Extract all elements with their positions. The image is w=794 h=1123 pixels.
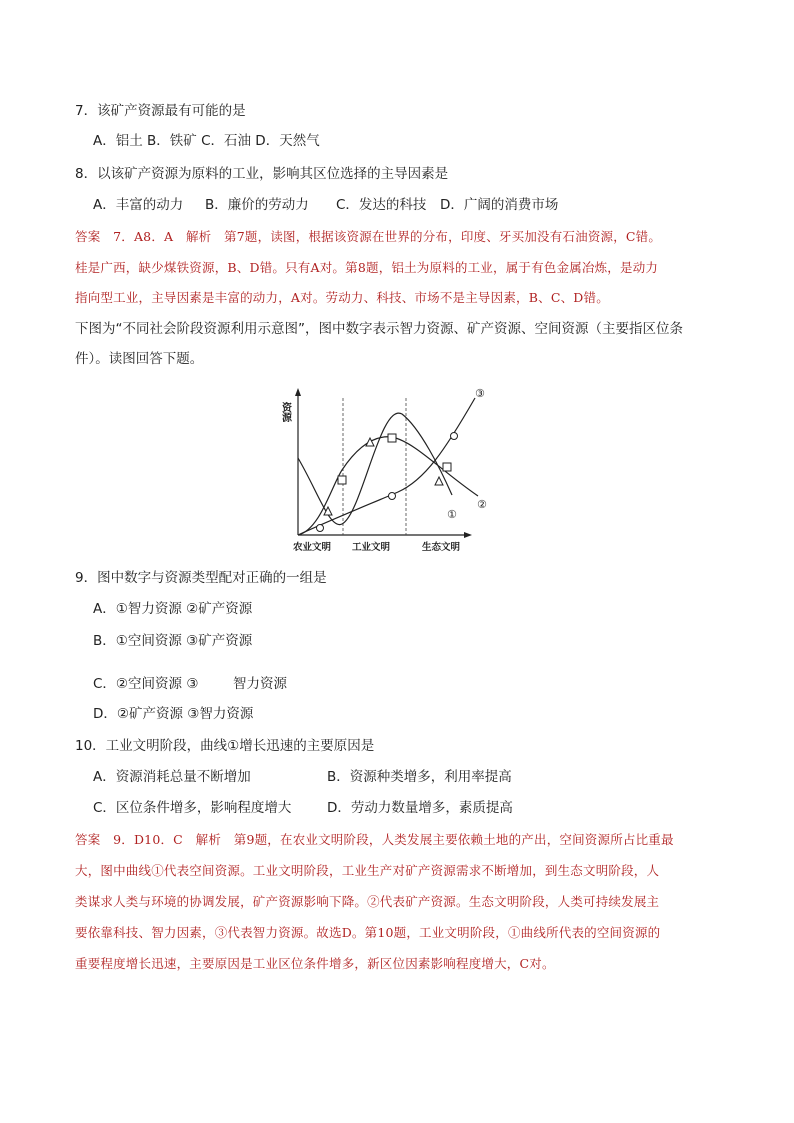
marker-triangle bbox=[435, 477, 443, 485]
answer2-text: 要依靠科技、智力因素， bbox=[75, 925, 215, 940]
answer2-text: 。生态文明阶段，人类可持续发展主 bbox=[456, 894, 660, 909]
q10-stem: 10．工业文明阶段，曲线①增长迅速的主要原因是 bbox=[75, 738, 375, 754]
answer2-text: 。故选D。第10题，工业文明阶段， bbox=[303, 925, 508, 940]
q8-stem: 8．以该矿产资源为原料的工业，影响其区位选择的主导因素是 bbox=[75, 166, 449, 182]
q9-option-b: B．①空间资源 ③矿产资源 bbox=[93, 633, 253, 649]
q7-stem: 7．该矿产资源最有可能的是 bbox=[75, 103, 246, 119]
q7-options: A．铝土 B．铁矿 C．石油 D．天然气 bbox=[93, 133, 320, 149]
answer1-line3: 指向型工业，主导因素是丰富的动力，A对。劳动力、科技、市场不是主导因素，B、C、D错。 bbox=[75, 290, 609, 305]
y-axis-arrow bbox=[295, 388, 301, 396]
q8-option-b: B．廉价的劳动力 bbox=[205, 197, 309, 213]
answer1-line2: 桂是广西，缺少煤铁资源，B、D错。只有A对。第8题，铝土为原料的工业，属于有色金属冶炼，是动力 bbox=[75, 260, 659, 275]
resource-use-diagram bbox=[280, 380, 510, 555]
q8-option-a: A．丰富的动力 bbox=[93, 197, 184, 213]
curve-label-1: ① bbox=[447, 508, 457, 521]
intro-line1: 下图为“不同社会阶段资源利用示意图”，图中数字表示智力资源、矿产资源、空间资源（主要指区位条 bbox=[75, 321, 683, 337]
answer2-line2 bbox=[75, 862, 659, 880]
answer2-line1: 答案 9．D10．C 解析 第9题，在农业文明阶段，人类发展主要依赖土地的产出，空间资源所占比重最 bbox=[75, 832, 674, 847]
stage-label-ecology: 生态文明 bbox=[422, 542, 461, 553]
answer2-line3 bbox=[75, 893, 659, 911]
marker-square bbox=[443, 463, 451, 471]
q10-option-b: B．资源种类增多，利用率提高 bbox=[327, 769, 512, 785]
answer2-highlight: ②代表矿产资源 bbox=[367, 894, 457, 909]
answer2-highlight: ①曲线所代表的空间资源的 bbox=[507, 925, 661, 940]
q9-option-c-part2: 智力资源 bbox=[233, 676, 287, 692]
q8-option-d: D．广阔的消费市场 bbox=[440, 197, 559, 213]
marker-square bbox=[388, 434, 396, 442]
marker-circle bbox=[451, 433, 458, 440]
q8-option-c: C．发达的科技 bbox=[336, 197, 427, 213]
stage-label-agriculture: 农业文明 bbox=[293, 542, 332, 553]
answer2-text: ，主要原因是工业区位条件增多，新区位因素影响程度增大，C对。 bbox=[176, 956, 555, 971]
q9-option-a: A．①智力资源 ②矿产资源 bbox=[93, 601, 253, 617]
answer2-highlight: 重要程度增长迅速 bbox=[75, 956, 177, 971]
stage-label-industry: 工业文明 bbox=[352, 542, 391, 553]
answer2-line5 bbox=[75, 955, 555, 973]
curve-label-2: ② bbox=[477, 498, 487, 511]
q10-option-d: D．劳动力数量增多，素质提高 bbox=[327, 800, 513, 816]
curve-label-3: ③ bbox=[475, 387, 485, 400]
q10-option-a: A．资源消耗总量不断增加 bbox=[93, 769, 251, 785]
marker-square bbox=[338, 476, 346, 484]
answer2-line4 bbox=[75, 924, 660, 942]
q10-option-c: C．区位条件增多，影响程度增大 bbox=[93, 800, 292, 816]
answer2-text: 。工业文明阶段，工业生产对矿产资源需求不断增加，到生态文明阶段，人 bbox=[240, 863, 660, 878]
marker-circle bbox=[389, 493, 396, 500]
q9-option-d: D．②矿产资源 ③智力资源 bbox=[93, 706, 254, 722]
curve-1 bbox=[298, 413, 452, 525]
answer2-text: 大，图中曲线 bbox=[75, 863, 152, 878]
x-axis-arrow bbox=[464, 532, 472, 538]
q9-option-c-part1: C．②空间资源 ③ bbox=[93, 676, 199, 692]
marker-triangle bbox=[366, 438, 374, 446]
y-axis-label: 资源 bbox=[280, 402, 291, 422]
q9-stem: 9．图中数字与资源类型配对正确的一组是 bbox=[75, 570, 327, 586]
answer2-highlight: ③代表智力资源 bbox=[214, 925, 304, 940]
intro-line2: 件）。读图回答下题。 bbox=[75, 351, 204, 367]
answer2-text: 类谋求人类与环境的协调发展，矿产资源影响下降。 bbox=[75, 894, 368, 909]
answer1-line1: 答案 7．A8．A 解析 第7题，读图，根据该资源在世界的分布，印度、牙买加没有石油资源，C错。 bbox=[75, 229, 662, 244]
answer2-highlight: ①代表空间资源 bbox=[151, 863, 241, 878]
marker-circle bbox=[317, 525, 324, 532]
